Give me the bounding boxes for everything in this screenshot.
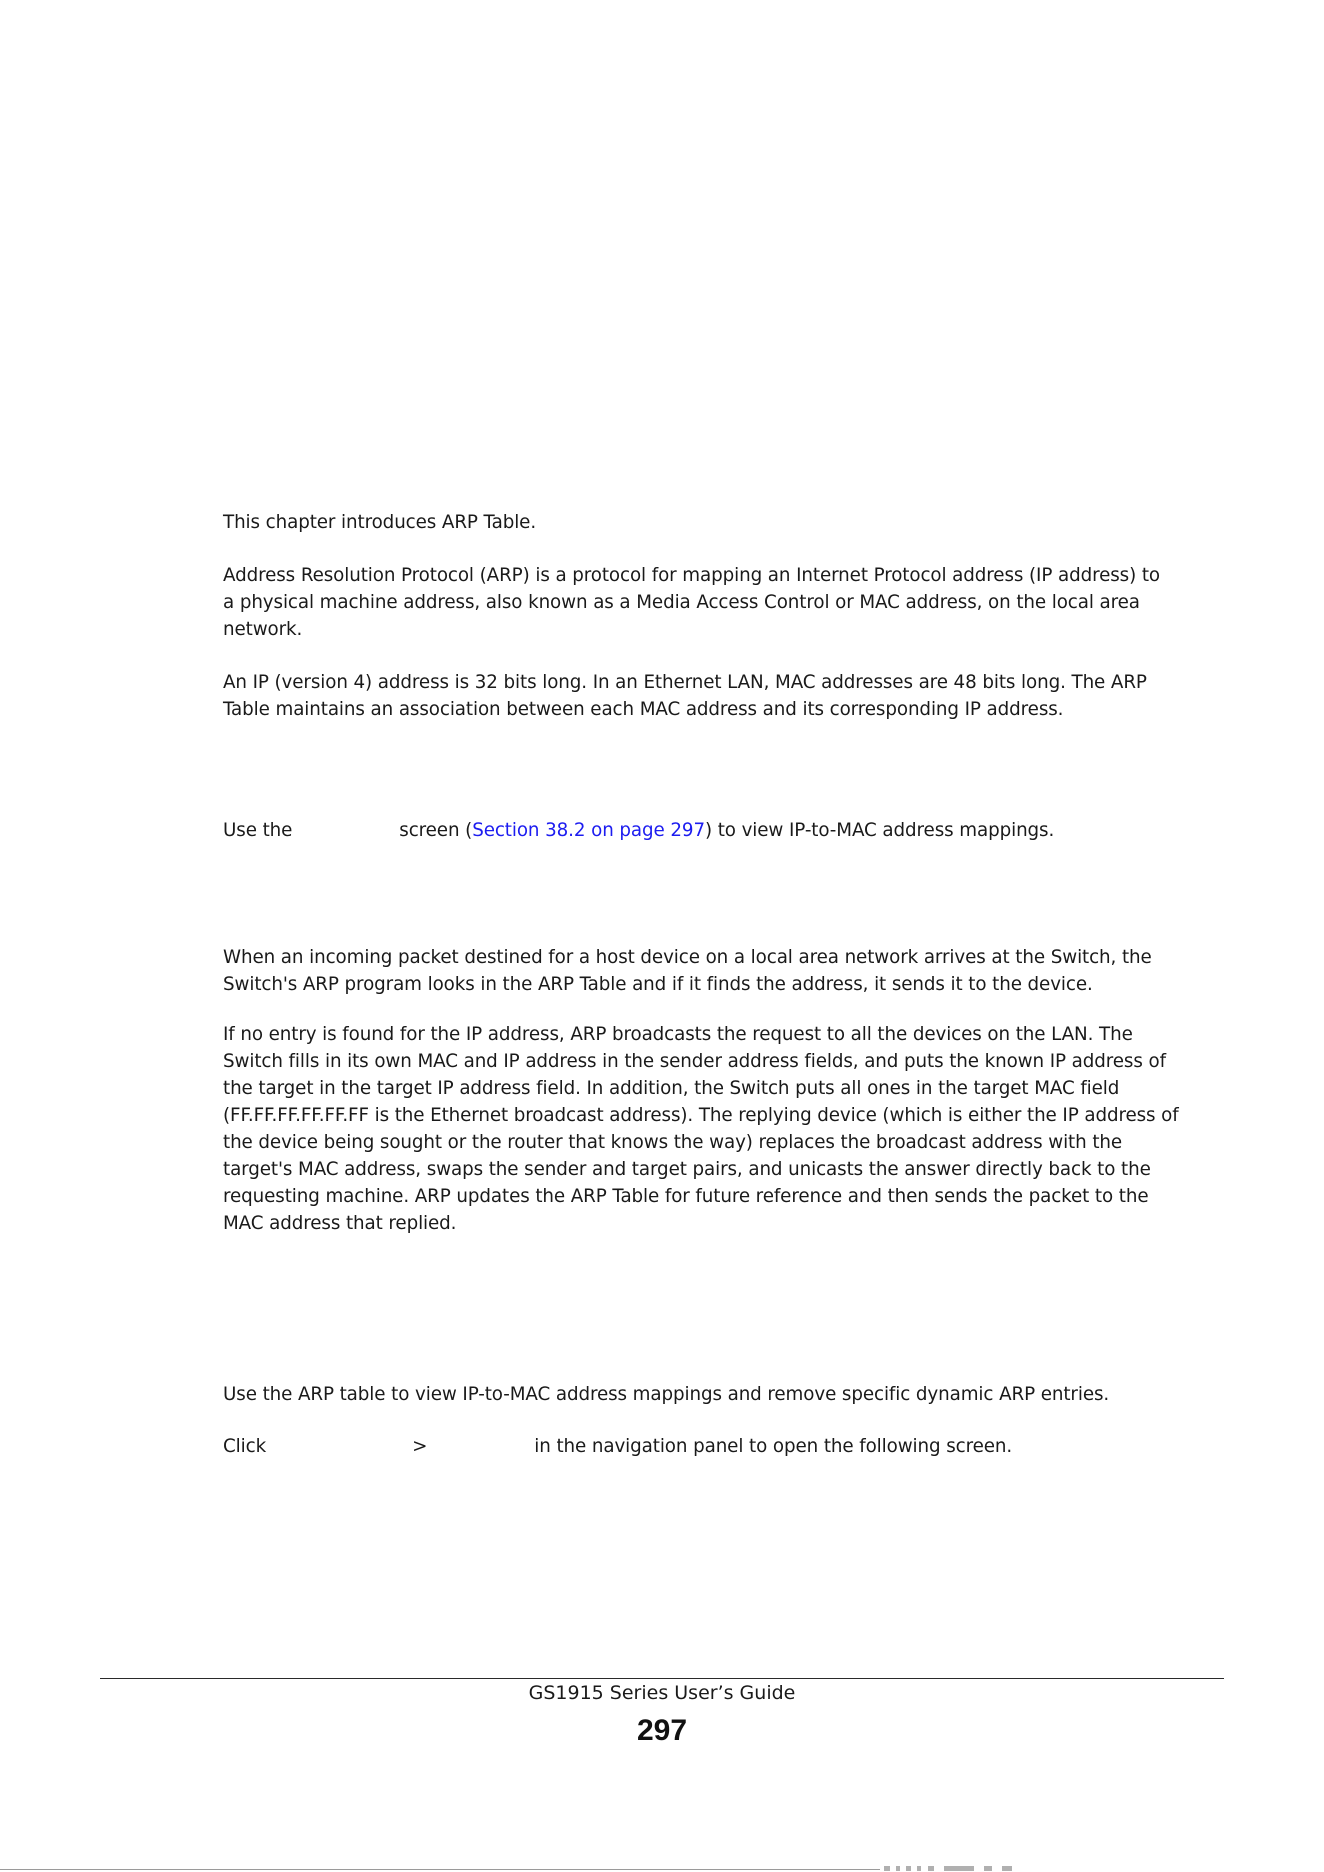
screen-text: screen ( <box>399 820 473 841</box>
paragraph-line: Switch fills in its own MAC and IP address in the sender address fields, and puts the known IP address of <box>223 1051 1166 1072</box>
footer-guide-title: GS1915 Series User’s Guide <box>528 1682 796 1704</box>
arp-table-usage-paragraph <box>223 1381 1233 1408</box>
intro-text: This chapter introduces ARP Table. <box>223 512 537 533</box>
use-the-text: Use the <box>223 820 293 841</box>
intro-paragraph <box>223 509 1233 536</box>
arp-broadcast-paragraph <box>223 1021 1233 1237</box>
paragraph-line: MAC address that replied. <box>223 1213 457 1234</box>
overview-paragraph <box>223 817 1233 844</box>
navigation-panel-text: in the navigation panel to open the following screen. <box>534 1436 1013 1457</box>
paragraph-line: the target in the target IP address field. In addition, the Switch puts all ones in the target MAC field <box>223 1078 1120 1099</box>
paragraph-line: the device being sought or the router that knows the way) replaces the broadcast address with the <box>223 1132 1123 1153</box>
page-number: 297 <box>636 1714 688 1747</box>
how-arp-works-paragraph <box>223 944 1233 998</box>
paragraph-line: If no entry is found for the IP address, ARP broadcasts the request to all the devices on the LAN. The <box>223 1024 1133 1045</box>
paragraph-line: a physical machine address, also known as a Media Access Control or MAC address, on the local area <box>223 592 1140 613</box>
footer-divider <box>100 1678 1224 1679</box>
arp-definition-paragraph <box>223 562 1233 643</box>
arp-table-description-paragraph <box>223 669 1233 723</box>
paragraph-line: target's MAC address, swaps the sender and target pairs, and unicasts the answer directly back to the <box>223 1159 1151 1180</box>
paragraph-line <box>223 1433 1233 1460</box>
paragraph-line: Address Resolution Protocol (ARP) is a protocol for mapping an Internet Protocol address (IP address) to <box>223 565 1160 586</box>
view-mappings-text: ) to view IP-to-MAC address mappings. <box>704 820 1055 841</box>
navigation-instruction-paragraph <box>223 1433 1233 1460</box>
bottom-edge-marks <box>884 1866 1074 1872</box>
paragraph-line: An IP (version 4) address is 32 bits long. In an Ethernet LAN, MAC addresses are 48 bits long. The ARP <box>223 672 1147 693</box>
section-link[interactable]: Section 38.2 on page 297 <box>472 820 705 841</box>
paragraph-line: Switch's ARP program looks in the ARP Table and if it finds the address, it sends it to the device. <box>223 974 1093 995</box>
paragraph-line: When an incoming packet destined for a host device on a local area network arrives at the Switch, the <box>223 947 1152 968</box>
paragraph-line: requesting machine. ARP updates the ARP Table for future reference and then sends the packet to the <box>223 1186 1149 1207</box>
paragraph-line: Use the ARP table to view IP-to-MAC address mappings and remove specific dynamic ARP entries. <box>223 1384 1110 1405</box>
paragraph-line: (FF.FF.FF.FF.FF.FF is the Ethernet broadcast address). The replying device (which is either the IP address of <box>223 1105 1179 1126</box>
paragraph-line <box>223 817 1233 844</box>
click-text: Click <box>223 1436 267 1457</box>
paragraph-line: Table maintains an association between each MAC address and its corresponding IP address. <box>223 699 1064 720</box>
paragraph-line: network. <box>223 619 303 640</box>
nav-separator: > <box>412 1436 428 1457</box>
bottom-edge-divider <box>0 1869 880 1870</box>
